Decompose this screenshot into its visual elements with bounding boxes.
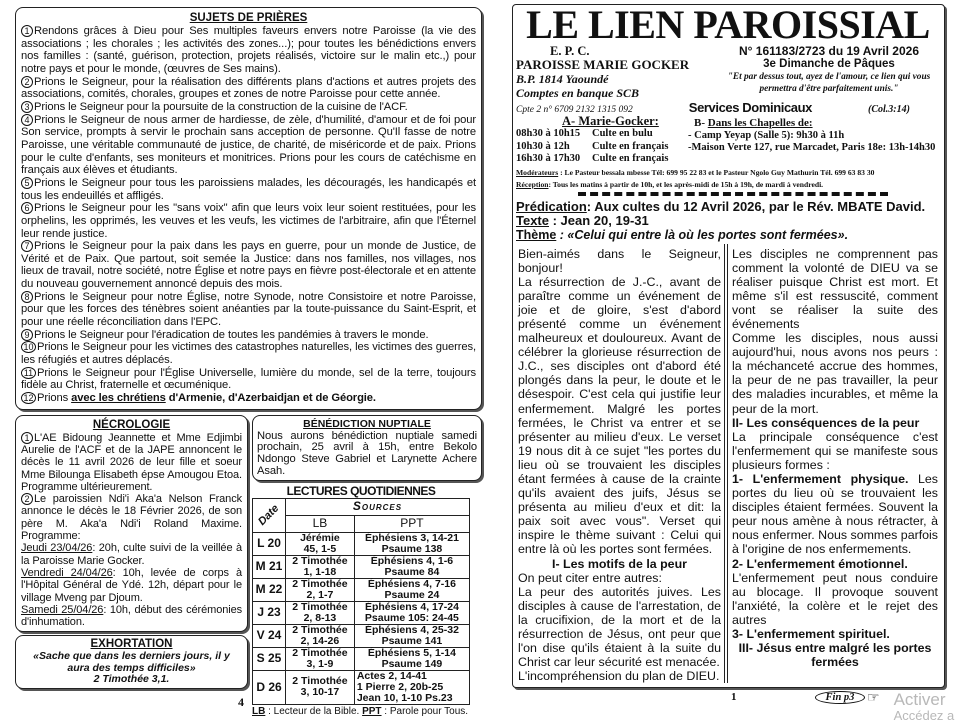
services-b-list	[688, 130, 940, 154]
theme-text: : «Celui qui entre là où les portes sont fermées».	[556, 227, 849, 242]
continued-label: Fin p3	[825, 692, 855, 703]
reading-ppt-line: Psaume 141	[381, 634, 443, 647]
schedule-text: : 10h, levée de corps à l'Hôpital Général de Ydé. 12h, départ pour le village Mveng par Djoum.	[21, 566, 242, 604]
reading-lb-line: 2 Timothée	[292, 554, 348, 567]
lb-header: LB	[286, 515, 355, 532]
moderators	[516, 168, 940, 178]
reading-ppt	[354, 532, 469, 555]
account-number: Cpte 2 n° 6709 2132 1315 092	[516, 105, 633, 115]
wedding-text: Nous aurons bénédiction nuptiale samedi prochain, 25 avril à 15h, entre Bekolo Ndongo Steve Gabriel et Larynette Achere Asah.	[257, 429, 477, 478]
reading-ppt	[354, 555, 469, 578]
reading-ppt-line: Psaume 149	[381, 657, 443, 670]
front-page-box	[512, 4, 945, 688]
chapel-service: -Maison Verte 127, rue Marcadet, Paris 18e: 13h-14h30	[688, 142, 936, 153]
reading-ppt-line: Éphésiens 4, 7-16	[367, 577, 456, 590]
sermon-heading-2: II- Les conséquences de la peur	[732, 415, 920, 430]
reading-ppt-line: Psaume 24	[384, 588, 440, 601]
activation-watermark-subtext: Accédez a	[893, 708, 955, 723]
item-text: Prions le Seigneur pour l'éradication de toutes les pandémies à travers le monde.	[34, 328, 429, 341]
schedule-item	[21, 567, 242, 604]
preaching-text: : Aux cultes du 12 Avril 2026, par le Rév. MBATE David.	[586, 198, 926, 214]
item-number: 6	[21, 202, 33, 214]
readings-table	[252, 498, 470, 705]
service-row	[516, 128, 686, 141]
sermon-paragraph: Comme les disciples, nous aussi aujourd'hui, nous avons nos peurs : la méchanceté accrue des hommes, la peur de ne pas travailler, la peur des maladies incurables, et même la peur de la mort.	[732, 331, 938, 416]
reading-lb-line: 2 Timothée	[292, 600, 348, 613]
item-bold-text: d'Armenie, d'Azerbaidjan et de Géorgie.	[165, 392, 376, 405]
necrology-box: NÉCROLOGIE 1 L'AE Bidoung Jeannette et Mme Edjimbi Aurelie de l'ACF et de la JAPE annoncent le décès le 11 avril 2026 de leur fille et soeur Mme Bilounga Elisabeth épse Amougou Etoa. Programme ultérieurement. 2 Le paroissien Ndi'i Aka'a Nelson Franck annonce le décès le 18 Février 2026, de son père M. Aka'a Ndi'i Roland Maxime. Programme: Jeudi 23/04/26: 20h, culte suivi de la veillée à la Paroisse Marie Gocker. Vendredi 24/04/26: 10h, levée de corps à l'Hôpital Général de Ydé. 12h, départ pour le village Mveng par Djoum. Samedi 25/04/26: 10h, début des cérémonies d'inhumation.	[15, 415, 248, 633]
po-box: B.P. 1814 Yaoundé	[516, 72, 609, 86]
readings-row	[253, 670, 470, 704]
reading-lb	[286, 578, 355, 601]
item-number: 10	[21, 341, 36, 353]
chapel-service: - Camp Yeyap (Salle 5): 9h30 à 11h	[688, 130, 845, 141]
section-b-title	[688, 117, 940, 130]
item-number: 8	[21, 291, 33, 303]
legend-ppt: PPT	[362, 705, 382, 717]
services-a-list	[516, 128, 686, 166]
exhortation-quote: «Sache que dans les derniers jours, il y aura des temps difficiles»	[33, 650, 230, 674]
reading-ppt-line: Actes 2, 14-41	[356, 669, 427, 682]
exhortation-reference: 2 Timothée 3,1.	[93, 673, 170, 686]
item-number: 5	[21, 177, 33, 189]
item-number: 1	[21, 25, 33, 37]
text-label: Texte	[516, 212, 549, 228]
item-text: Prions le Seigneur, pour la réalisation des différents plans d'actions et autres projets des associations, comités, chorales, groupes et zones de notre Paroisse pour cette année.	[21, 75, 476, 101]
sermon-paragraph: On peut citer entre autres:	[518, 570, 662, 585]
legend-ppt-text: : Parole pour Tous.	[381, 705, 469, 717]
item-text: Rendons grâces à Dieu pour Ses multiples faveurs envers notre Paroisse (la vie des associations ; les chorales ; les activités des zones...); pour toutes les bénédictions envers nos familles : (santé, guérison, protection, projets réalisés, victoire sur le malin etc.,) pour notre pays et pour le monde, (œuvres de Ses mains).	[21, 25, 476, 75]
readings-row	[253, 601, 470, 624]
reading-date: S 25	[253, 647, 286, 670]
item-number: 3	[21, 101, 33, 113]
activation-watermark: Activer	[893, 690, 946, 709]
sermon-paragraph: La peur des autorités juives. Les disciples à cause de l'arrestation, de la crucifixion, de la mort et de la résurrection de Jésus, ont peur que l'on dise qu'ils étaient à la suite du Christ car leur sécurité est menacée.	[518, 584, 721, 670]
reading-lb-line: Jérémie	[300, 531, 340, 544]
reading-lb-line: 2, 8-13	[303, 611, 337, 624]
reading-lb	[286, 624, 355, 647]
prayer-item	[21, 341, 476, 366]
sermon-column-2	[728, 244, 940, 684]
service-label: Culte en bulu	[592, 128, 653, 139]
readings-row	[253, 532, 470, 555]
sermon-columns	[516, 244, 940, 684]
prayer-item	[21, 329, 476, 342]
reading-lb	[286, 670, 355, 704]
front-page-footer	[512, 691, 969, 723]
prayer-item	[21, 240, 476, 291]
prayer-item	[21, 114, 476, 177]
item-text: Prions le Seigneur de nous armer de hardiesse, de zèle, d'humilité, d'amour et de foi pour Son service, prompts à servir le prochain sans acception de personne. Qu'Il fasse de notre Paroisse, une véritable communauté de justice, de charité, de miséricorde et de paix. Prions pour le culte d'enfants, ses moniteurs et monitrices. Prions pour les cours de catéchisme en français aux élèves et étudiants.	[21, 113, 476, 177]
item-text: Prions le Seigneur pour les victimes des catastrophes naturelles, les victimes des guerres, les réfugiés et autres déplacés.	[21, 341, 476, 367]
reading-date: M 22	[253, 578, 286, 601]
prayer-topics-title: SUJETS DE PRIÈRES	[189, 12, 308, 24]
reception-label: Réception	[516, 179, 549, 189]
prayer-item	[21, 76, 476, 101]
masthead-title: LE LIEN PAROISSIAL	[526, 2, 930, 47]
section-b-prefix: B-	[694, 117, 708, 129]
item-text: Prions le Seigneur pour notre Église, notre Synode, notre Consistoire et notre Paroisse, pour que les forces des ténèbres soient anéanties par la toute-puissance du Saint-Esprit, et pour une réelle réconciliation dans l'EPC.	[21, 290, 476, 329]
item-text: Prions	[37, 392, 72, 405]
sources-header: Sources	[286, 498, 470, 515]
prayer-list	[21, 25, 476, 392]
reading-ppt-line: Éphésiens 4, 25-32	[364, 623, 459, 636]
readings-row	[253, 555, 470, 578]
sermon-subheading: 1- L'enfermement physique.	[732, 472, 909, 486]
service-label: Culte en français	[592, 140, 669, 152]
right-lower-column	[252, 415, 482, 717]
reception-hours	[516, 180, 940, 190]
continued-badge	[815, 691, 865, 704]
schedule-item	[21, 604, 242, 629]
service-time: 10h30 à 12h	[516, 140, 570, 152]
theme-label: Thème	[516, 227, 557, 242]
sermon-paragraph: Les disciples ne comprennent pas comment la volonté de DIEU va se réaliser puisque Christ est mort. Et même s'il est ressuscité, comment vont se réaliser la suite des événements	[732, 246, 938, 331]
reading-lb-line: 45, 1-5	[303, 542, 337, 555]
reading-lb-line: 2 Timothée	[292, 675, 348, 688]
sermon-intro: La résurrection de J.-C., avant de paraître comme un événement de joie et de gloire, s'est d'abord présenté comme un événement malheureux et douloureux. Avant de célébrer la glorieuse résurrection de J.C., ses disciples ont d'abord été plongés dans la peur, le doute et le désespoir. C'est cela qui justifie leur enfermement. Malgré les portes fermées, le Christ va entrer et se présenter au milieu d'eux. Le verset 19 nous dit à ce sujet "les portes du lieu où se trouvaient les disciples étant fermées à cause de la crainte qu'ils avaient des juifs, Jésus se présenta au milieu d'eux et dit: la paix soit avec vous". Verset qui inspire le thème suivant : Celui qui entre là où les portes sont fermées.	[518, 274, 721, 557]
service-row	[516, 153, 686, 166]
schedule-day: Jeudi 23/04/26	[21, 542, 93, 555]
item-emphasis: avec les chrétiens	[71, 392, 166, 405]
sermon-subheading: 3- L'enfermement spirituel.	[732, 627, 890, 642]
wedding-box	[252, 415, 482, 481]
bible-text-line	[516, 214, 940, 228]
service-time: 08h30 à 10h15	[516, 128, 581, 139]
section-a-title: A- Marie-Gocker:	[562, 114, 659, 128]
service-row	[516, 141, 686, 154]
reading-ppt-line: Éphésiens 3, 14-21	[364, 531, 459, 544]
sermon-greeting: Bien-aimés dans le Seigneur, bonjour!	[518, 246, 721, 275]
prayer-item	[21, 202, 476, 240]
sermon-paragraph: La principale conséquence c'est l'enfermement qui se manifeste sous plusieurs formes :	[732, 429, 938, 472]
reception-text: : Tous les matins à partir de 10h, et les après-midi de 15h à 19h, de mardi à vendredi.	[548, 179, 824, 189]
pointing-hand-icon: ☞	[867, 689, 880, 705]
sermon-paragraph: L'enfermement peut nous conduire au blocage. Il provoque souvent l'anxiété, la colère et le rejet des autres	[732, 570, 938, 627]
dashed-divider	[578, 192, 888, 196]
reading-lb-line: 2 Timothée	[292, 623, 348, 636]
readings-title: LECTURES QUOTIDIENNES	[286, 483, 436, 498]
liturgical-sunday: 3e Dimanche de Pâques	[763, 58, 895, 70]
prayer-item	[21, 25, 476, 76]
back-page	[15, 7, 482, 717]
prayer-item-12	[21, 392, 476, 405]
services-title: Services Dominicaux	[688, 100, 812, 115]
reading-lb-line: 3, 1-9	[306, 657, 334, 670]
reading-ppt	[354, 624, 469, 647]
reading-ppt-line: Psaume 84	[384, 565, 440, 578]
readings-table-wrap	[252, 498, 470, 717]
item-text: Prions le Seigneur pour tous les paroissiens malades, les découragés, les handicapés et tous les endeuillés et affligés.	[21, 176, 476, 202]
sermon-column-1	[516, 244, 724, 684]
prayer-item	[21, 101, 476, 114]
exhortation-title: EXHORTATION	[90, 638, 173, 651]
reading-ppt-line: Éphésiens 5, 1-14	[367, 646, 456, 659]
issue-number: N° 161183/2723 du 19 Avril 2026	[738, 44, 920, 58]
moderators-label: Modérateurs	[516, 167, 559, 177]
reading-ppt	[354, 601, 469, 624]
issue-info	[718, 45, 940, 95]
preaching-line	[516, 199, 940, 214]
funeral-schedule	[21, 542, 242, 628]
legend-lb: LB	[252, 705, 266, 717]
necrology-item-1: L'AE Bidoung Jeannette et Mme Edjimbi Aurelie de l'ACF et de la JAPE annoncent le décès le 11 avril 2026 de leur fille et soeur Mme Bilounga Elisabeth épse Amougou Etoa. Programme ultérieurement.	[21, 431, 242, 493]
motto: "Et par dessus tout, ayez de l'amour, ce lien qui vous permettra d'être parfaitement unis."	[727, 72, 931, 94]
item-number: 12	[21, 392, 36, 404]
reading-lb	[286, 532, 355, 555]
services-b	[688, 115, 940, 154]
schedule-text: : 20h, culte suivi de la veillée à la Paroisse Marie Gocker.	[21, 542, 242, 567]
services-a	[516, 115, 686, 166]
reading-ppt	[354, 578, 469, 601]
schedule-day: Vendredi 24/04/26	[21, 566, 113, 579]
reading-ppt-line: Psaume 138	[381, 542, 443, 555]
necrology-item-2: Le paroissien Ndi'i Aka'a Nelson Franck annonce le décès le 18 Février 2026, de son père M. Aka'a Ndi'i Roland Maxime. Programme:	[21, 493, 242, 543]
motto-reference: (Col.3:14)	[868, 104, 910, 115]
sermon-subheading: 2- L'enfermement émotionnel.	[732, 556, 908, 571]
page-number-right: 1	[731, 691, 737, 703]
schedule-text: : 10h, début des cérémonies d'inhumation.	[21, 603, 242, 629]
left-lower-column	[15, 415, 248, 710]
item-text: Prions le Seigneur pour les "sans voix" afin que leurs voix leur soient restituées, pour les orphelins, les opprimés, les veuves et les veufs, les victimes de l'arbitraire, afin que l'Éternel leur rende justice.	[21, 202, 476, 240]
reading-lb	[286, 601, 355, 624]
legend-lb-text: : Lecteur de la Bible.	[265, 705, 363, 717]
theme-line	[516, 228, 940, 242]
reading-lb-line: 2, 14-26	[300, 634, 340, 647]
prayer-item	[21, 177, 476, 202]
date-header: Date	[255, 502, 282, 528]
reading-ppt-line: 1 Pierre 2, 20b-25	[356, 680, 444, 693]
necrology-title: NÉCROLOGIE	[92, 418, 171, 431]
reading-date: D 26	[253, 670, 286, 704]
readings-row	[253, 624, 470, 647]
item-text: Prions le Seigneur pour la poursuite de la construction de la cuisine de l'ACF.	[34, 100, 408, 113]
reading-ppt-line: Éphésiens 4, 1-6	[370, 554, 454, 567]
prayer-topics-box	[15, 7, 482, 410]
reading-date: V 24	[253, 624, 286, 647]
text-reference: : Jean 20, 19-31	[549, 212, 649, 228]
sermon-heading-3: III- Jésus entre malgré les portes fermées	[738, 641, 932, 670]
readings-row	[253, 578, 470, 601]
activation-watermark-block	[894, 691, 955, 723]
parish-name: PAROISSE MARIE GOCKER	[516, 57, 690, 72]
page-number-left: 4	[238, 694, 244, 709]
schedule-day: Samedi 25/04/26	[21, 603, 104, 616]
reading-lb	[286, 555, 355, 578]
sermon-paragraph: L'incompréhension du plan de DIEU.	[518, 669, 720, 684]
reading-date: L 20	[253, 532, 286, 555]
item-text: Prions le Seigneur pour l'Église Universelle, lumière du monde, sel de la terre, toujours fidèle au Christ, fraternelle et œcuménique.	[21, 366, 476, 392]
reading-lb-line: 2 Timothée	[292, 646, 348, 659]
bank-accounts: Comptes en banque SCB	[516, 86, 640, 100]
exhortation-box	[15, 635, 248, 689]
item-text: Prions le Seigneur pour la paix dans les pays en guerre, pour un monde de Justice, de Vérité et de Paix. Que partout, soit semée la Justice: dans nos familles, nos villages, nos lieux de travail, notre société, notre Église et notre pays en fièvre post-électorale et en attente du nouveau gouvernement annoncé depuis des mois.	[21, 240, 476, 291]
church-abbr: E. P. C.	[550, 44, 590, 58]
reading-ppt-line: Éphésiens 4, 17-24	[364, 600, 459, 613]
reading-date: J 23	[253, 601, 286, 624]
reading-lb-line: 1, 1-18	[303, 565, 337, 578]
ppt-header: PPT	[354, 515, 469, 532]
item-number: 2	[21, 76, 33, 88]
reading-ppt-line: Jean 10, 1-10 Ps.23	[356, 691, 453, 704]
reading-date: M 21	[253, 555, 286, 578]
reading-ppt	[354, 670, 469, 704]
reading-lb-line: 3, 10-17	[300, 686, 340, 699]
item-number: 4	[21, 114, 33, 126]
moderators-text: : Le Pasteur bessala mbesse Tél: 699 95 22 83 et le Pasteur Ngolo Guy Mathurin Tél. 699 63 83 30	[558, 167, 875, 177]
parish-info	[516, 45, 716, 100]
service-time: 16h30 à 17h30	[516, 153, 581, 164]
section-b-label: Dans les Chapelles de:	[707, 117, 813, 129]
item-number: 11	[21, 367, 36, 379]
reading-ppt-line: Psaume 105: 24-45	[364, 611, 459, 624]
sermon-paragraph: Les portes du lieu où se trouvaient les disciples étaient fermées. Souvent la peur nous amène à nous rétracter, à nous enfermer. Nous sommes parfois à l'origine de nos enfermements.	[732, 472, 938, 557]
wedding-title: BÉNÉDICTION NUPTIALE	[303, 417, 431, 430]
prayer-item	[21, 367, 476, 392]
reading-lb-line: 2, 1-7	[306, 588, 334, 601]
reading-lb-line: 2 Timothée	[292, 577, 348, 590]
schedule-item	[21, 542, 242, 567]
service-label: Culte en français	[592, 153, 669, 164]
readings-legend	[252, 706, 470, 717]
item-number: 9	[21, 329, 33, 341]
sermon-heading-1: I- Les motifs de la peur	[552, 556, 687, 571]
preaching-label: Prédication	[516, 198, 587, 214]
item-number: 7	[21, 240, 33, 252]
prayer-item	[21, 291, 476, 329]
